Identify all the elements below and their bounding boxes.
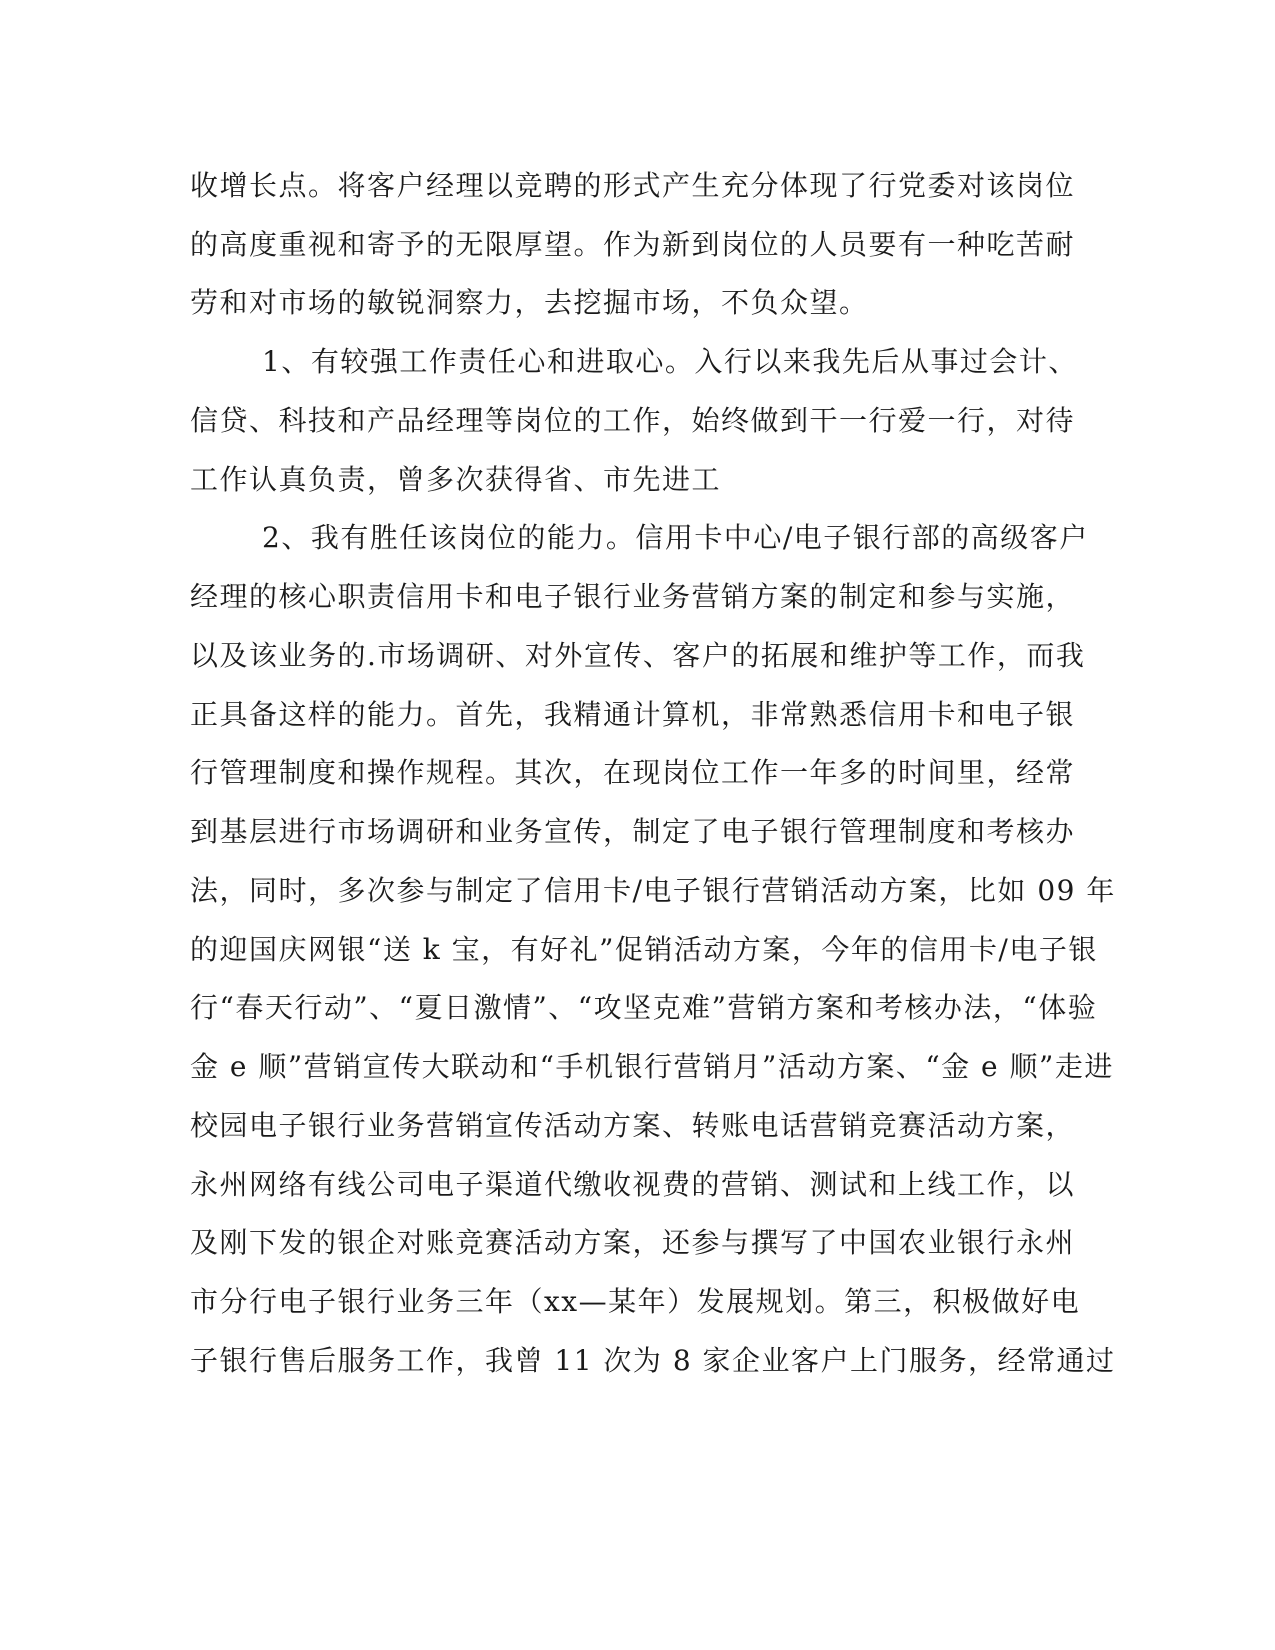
text-line: 正具备这样的能力。首先，我精通计算机，非常熟悉信用卡和电子银 (190, 698, 1076, 731)
paragraph-start-line: 2、我有胜任该岗位的能力。信用卡中心/电子银行部的高级客户 (262, 521, 1089, 554)
text-line: 市分行电子银行业务三年（xx—某年）发展规划。第三，积极做好电 (190, 1285, 1081, 1318)
text-line: 永州网络有线公司电子渠道代缴收视费的营销、测试和上线工作，以 (190, 1168, 1076, 1201)
text-line: 的迎国庆网银“送 k 宝，有好礼”促销活动方案，今年的信用卡/电子银 (190, 933, 1098, 966)
text-line: 校园电子银行业务营销宣传活动方案、转账电话营销竞赛活动方案， (190, 1109, 1076, 1142)
text-line: 的高度重视和寄予的无限厚望。作为新到岗位的人员要有一种吃苦耐 (190, 228, 1076, 261)
text-line: 收增长点。将客户经理以竞聘的形式产生充分体现了行党委对该岗位 (190, 169, 1076, 202)
text-line: 行管理制度和操作规程。其次，在现岗位工作一年多的时间里，经常 (190, 756, 1076, 789)
text-line: 信贷、科技和产品经理等岗位的工作，始终做到干一行爱一行，对待 (190, 404, 1076, 437)
paragraph-start-line: 1、有较强工作责任心和进取心。入行以来我先后从事过会计、 (262, 345, 1078, 378)
text-line: 行“春天行动”、“夏日激情”、“攻坚克难”营销方案和考核办法，“体验 (190, 991, 1098, 1024)
text-line: 到基层进行市场调研和业务宣传，制定了电子银行管理制度和考核办 (190, 815, 1076, 848)
text-line: 及刚下发的银企对账竞赛活动方案，还参与撰写了中国农业银行永州 (190, 1226, 1076, 1259)
text-line: 劳和对市场的敏锐洞察力，去挖掘市场，不负众望。 (190, 286, 869, 319)
text-line: 法，同时，多次参与制定了信用卡/电子银行营销活动方案，比如 09 年 (190, 874, 1116, 907)
text-line: 工作认真负责，曾多次获得省、市先进工 (190, 463, 722, 496)
text-line: 子银行售后服务工作，我曾 11 次为 8 家企业客户上门服务，经常通过 (190, 1344, 1116, 1377)
text-line: 经理的核心职责信用卡和电子银行业务营销方案的制定和参与实施， (190, 580, 1076, 613)
text-line: 以及该业务的.市场调研、对外宣传、客户的拓展和维护等工作，而我 (190, 639, 1086, 672)
text-line: 金 e 顺”营销宣传大联动和“手机银行营销月”活动方案、“金 e 顺”走进 (190, 1050, 1114, 1083)
